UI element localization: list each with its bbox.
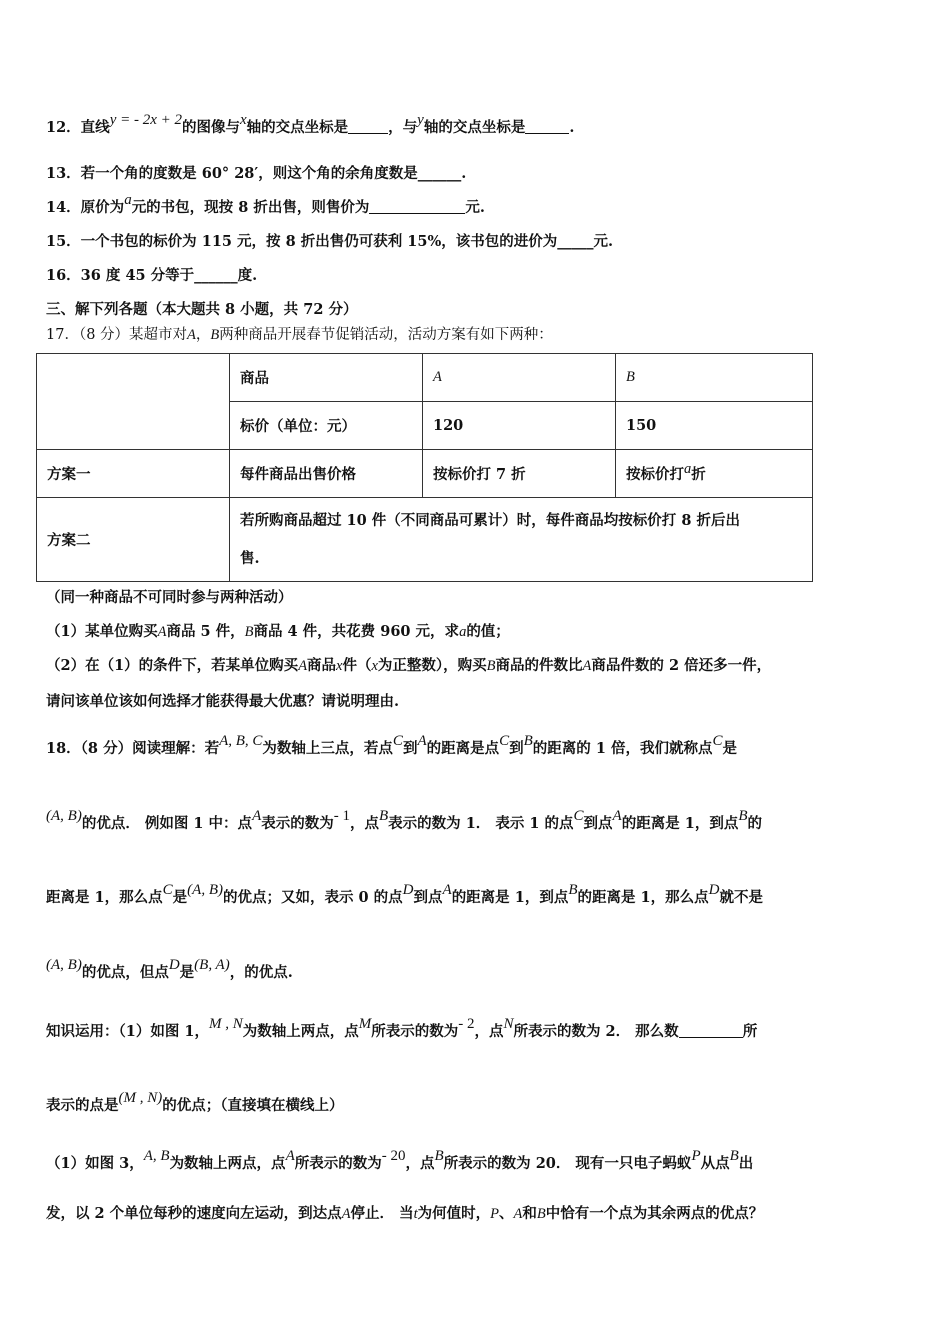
q18-line1 xyxy=(46,733,737,758)
pair-AB: (A, B) xyxy=(46,957,82,973)
var-A: A xyxy=(341,1206,351,1222)
var-A: A xyxy=(612,808,622,824)
q18-text: 的距离是 1，到点 xyxy=(621,815,739,832)
var-B: B xyxy=(729,1148,739,1164)
var-B: B xyxy=(434,1148,444,1164)
number: - 1 xyxy=(333,808,350,824)
q17-text: 商品的件数比 xyxy=(495,657,583,674)
q18-text: 为数轴上两点，点 xyxy=(242,1023,359,1040)
q17-part2-line2: 请问该单位该如何选择才能获得最大优惠？请说明理由. xyxy=(46,693,400,710)
var-A: A xyxy=(417,733,427,749)
q18-text: 的优点，但点 xyxy=(81,964,169,981)
pair-MN: (M , N) xyxy=(118,1090,163,1106)
q18-text: 的 xyxy=(747,815,763,832)
cell-text: 若所购商品超过 10 件（不同商品可累计）时，每件商品均按标价打 8 折后出 xyxy=(240,511,740,529)
q18-text: 和 xyxy=(522,1205,537,1222)
q18-line6 xyxy=(46,1090,344,1115)
q12-text: ，与 xyxy=(388,119,418,136)
q18-text: 的优点． 例如图 1 中：点 xyxy=(81,815,253,832)
cell-text: 按标价打 xyxy=(626,466,684,483)
pair-AB: (A, B) xyxy=(46,808,82,824)
table-plan2-label: 方案二 xyxy=(37,498,230,582)
var-B: B xyxy=(536,1206,546,1222)
var-A: A xyxy=(582,658,592,674)
q17-part1 xyxy=(46,620,510,641)
answer-blank[interactable] xyxy=(525,119,569,134)
q18-text: 就不是 xyxy=(719,889,763,906)
q17-part2 xyxy=(46,654,771,675)
var-x: x xyxy=(371,658,378,674)
var-a: a xyxy=(124,192,132,208)
question-16: 16．36 度 45 分等于______度. xyxy=(46,267,258,284)
q17-text: 商品 5 件， xyxy=(166,623,245,640)
var-B: B xyxy=(244,624,254,640)
var-A: A xyxy=(187,327,196,343)
q18-line3 xyxy=(46,882,763,907)
question-12 xyxy=(46,112,575,137)
var-P: P xyxy=(490,1206,499,1222)
q17-note: （同一种商品不可同时参与两种活动） xyxy=(46,589,293,606)
q18-text: 到点 xyxy=(413,889,443,906)
var-M: M xyxy=(358,1016,372,1032)
q18-text: 表示的点是 xyxy=(46,1097,119,1114)
q18-text: 的距离是 1，那么点 xyxy=(577,889,709,906)
q12-text: 轴的交点坐标是 xyxy=(423,119,526,136)
q18-text: ，点 xyxy=(474,1023,504,1040)
table-plan1-A: 按标价打 7 折 xyxy=(423,450,616,498)
number: - 2 xyxy=(458,1016,475,1032)
q18-text: 距离是 1，那么点 xyxy=(46,889,163,906)
q12-text: 12．直线 xyxy=(46,119,110,136)
table-price-label: 标价（单位：元） xyxy=(230,402,423,450)
q18-text: 18．（8 分）阅读理解：若 xyxy=(46,740,220,757)
q18-text: 所表示的数为 xyxy=(294,1155,382,1172)
q12-equation: y = - 2x + 2 xyxy=(109,112,182,128)
q18-text: 的优点；又如，表示 0 的点 xyxy=(222,889,403,906)
question-13: 13．若一个角的度数是 60° 28′，则这个角的余角度数是______. xyxy=(46,165,467,182)
var-N: N xyxy=(503,1016,514,1032)
q18-text: 停止． 当 xyxy=(350,1205,414,1222)
points-ABC: A, B, C xyxy=(219,733,263,749)
var-t: t xyxy=(413,1206,418,1222)
y-axis-symbol: y xyxy=(417,112,424,128)
q18-text: 所表示的数为 xyxy=(371,1023,459,1040)
var-D: D xyxy=(402,882,414,898)
var-B: B xyxy=(738,808,748,824)
var-a: a xyxy=(459,624,467,640)
var-A: A xyxy=(513,1206,523,1222)
q12-text: . xyxy=(569,119,575,136)
q18-text: 是 xyxy=(172,889,188,906)
q17-text: （1）某单位购买 xyxy=(46,623,158,640)
q18-text: 是 xyxy=(179,964,195,981)
q14-text: 元的书包，现按 8 折出售，则售价为 xyxy=(131,199,370,216)
x-axis-symbol: x xyxy=(240,112,247,128)
var-D: D xyxy=(708,882,720,898)
q18-text: 表示的数为 1． 表示 1 的点 xyxy=(388,815,574,832)
var-B: B xyxy=(486,658,496,674)
q18-text: 到 xyxy=(509,740,524,757)
q18-text: 、 xyxy=(499,1205,514,1222)
var-P: P xyxy=(691,1148,701,1164)
table-header-B: B xyxy=(616,354,813,402)
q18-text: 到点 xyxy=(583,815,613,832)
table-plan2-desc xyxy=(230,498,813,582)
q18-text: 知识运用：（1）如图 1， xyxy=(46,1023,209,1040)
q17-text: 两种商品开展春节促销活动，活动方案有如下两种： xyxy=(219,327,553,343)
question-15: 15．一个书包的标价为 115 元，按 8 折出售仍可获利 15%，该书包的进价为_____元. xyxy=(46,233,614,250)
q18-text: 出 xyxy=(738,1155,754,1172)
answer-blank[interactable] xyxy=(679,1023,743,1038)
var-C: C xyxy=(573,808,584,824)
q18-text: 为数轴上两点，点 xyxy=(169,1155,286,1172)
q18-text: 所表示的数为 2． 那么数 xyxy=(513,1023,679,1040)
q18-text: 从点 xyxy=(700,1155,730,1172)
q17-text: （2）在（1）的条件下，若某单位购买 xyxy=(46,657,299,674)
q12-text: 轴的交点坐标是 xyxy=(246,119,349,136)
var-B: B xyxy=(210,327,220,343)
var-A: A xyxy=(442,882,452,898)
q17-text: 的值； xyxy=(466,623,510,640)
var-A: A xyxy=(157,624,167,640)
q18-text: 的距离是点 xyxy=(426,740,500,757)
q17-text: 为正整数），购买 xyxy=(377,657,487,674)
q18-line4 xyxy=(46,957,293,982)
q18-text: ，点 xyxy=(349,815,379,832)
var-a: a xyxy=(684,461,692,477)
var-A: A xyxy=(285,1148,295,1164)
points-MN: M , N xyxy=(208,1016,243,1032)
question-14 xyxy=(46,192,485,217)
q18-text: （1）如图 3， xyxy=(46,1155,144,1172)
q17-text: 17．（8 分）某超市对 xyxy=(46,327,188,343)
q18-text: 是 xyxy=(722,740,737,757)
q18-text: 的优点；（直接填在横线上） xyxy=(162,1097,344,1114)
pair-BA: (B, A) xyxy=(194,957,230,973)
table-header-A: A xyxy=(423,354,616,402)
q18-text: 所 xyxy=(742,1023,758,1040)
q17-text: 商品 4 件，共花费 960 元，求 xyxy=(253,623,460,640)
var-B: B xyxy=(378,808,389,824)
q18-text: ，点 xyxy=(405,1155,435,1172)
q18-text: 中恰有一个点为其余两点的优点？ xyxy=(545,1205,764,1222)
pair-AB: (A, B) xyxy=(187,882,223,898)
q18-line7 xyxy=(46,1148,754,1173)
var-x: x xyxy=(336,658,343,674)
q18-text: 为数轴上三点，若点 xyxy=(262,740,393,757)
cell-text: 折 xyxy=(691,466,706,483)
var-C: C xyxy=(392,733,403,749)
answer-blank[interactable] xyxy=(369,199,465,214)
q18-line2 xyxy=(46,808,763,833)
q18-text: 的距离的 1 倍，我们就称点 xyxy=(532,740,713,757)
var-C: C xyxy=(499,733,510,749)
var-C: C xyxy=(712,733,723,749)
table-empty-cell xyxy=(37,354,230,450)
q17-text: 商品件数的 2 倍还多一件， xyxy=(591,657,772,674)
var-B: B xyxy=(568,882,578,898)
q18-text: 所表示的数为 20． 现有一只电子蚂蚁 xyxy=(443,1155,692,1172)
var-C: C xyxy=(162,882,173,898)
table-plan1-desc: 每件商品出售价格 xyxy=(230,450,423,498)
q18-text: 表示的数为 xyxy=(261,815,334,832)
q17-text: 商品 xyxy=(307,657,337,674)
q12-text: 的图像与 xyxy=(182,119,240,136)
q18-text: 发，以 2 个单位每秒的速度向左运动，到达点 xyxy=(46,1205,342,1222)
q18-text: ，的优点. xyxy=(229,964,293,981)
question-17-intro xyxy=(46,323,553,344)
var-B: B xyxy=(523,733,533,749)
points-AB: A, B xyxy=(143,1148,170,1164)
q18-line8 xyxy=(46,1202,763,1223)
table-plan1-label: 方案一 xyxy=(37,450,230,498)
q18-text: 到 xyxy=(402,740,418,757)
var-A: A xyxy=(252,808,262,824)
q18-text: 为何值时， xyxy=(417,1205,491,1222)
table-plan1-B xyxy=(616,450,813,498)
q17-text: ， xyxy=(195,327,211,343)
q18-line5 xyxy=(46,1016,758,1041)
promotion-table xyxy=(36,353,813,582)
var-D: D xyxy=(168,957,180,973)
section-heading: 三、解下列各题（本大题共 8 小题，共 72 分） xyxy=(46,301,358,318)
table-header-goods: 商品 xyxy=(230,354,423,402)
number: - 20 xyxy=(381,1148,406,1164)
var-A: A xyxy=(298,658,308,674)
q17-text: 件（ xyxy=(342,657,372,674)
answer-blank[interactable] xyxy=(348,119,388,134)
table-price-A: 120 xyxy=(423,402,616,450)
q14-text: 元. xyxy=(465,199,485,216)
q18-text: 的距离是 1，到点 xyxy=(451,889,569,906)
q14-text: 14．原价为 xyxy=(46,199,125,216)
table-price-B: 150 xyxy=(616,402,813,450)
cell-text: 售. xyxy=(240,549,260,567)
